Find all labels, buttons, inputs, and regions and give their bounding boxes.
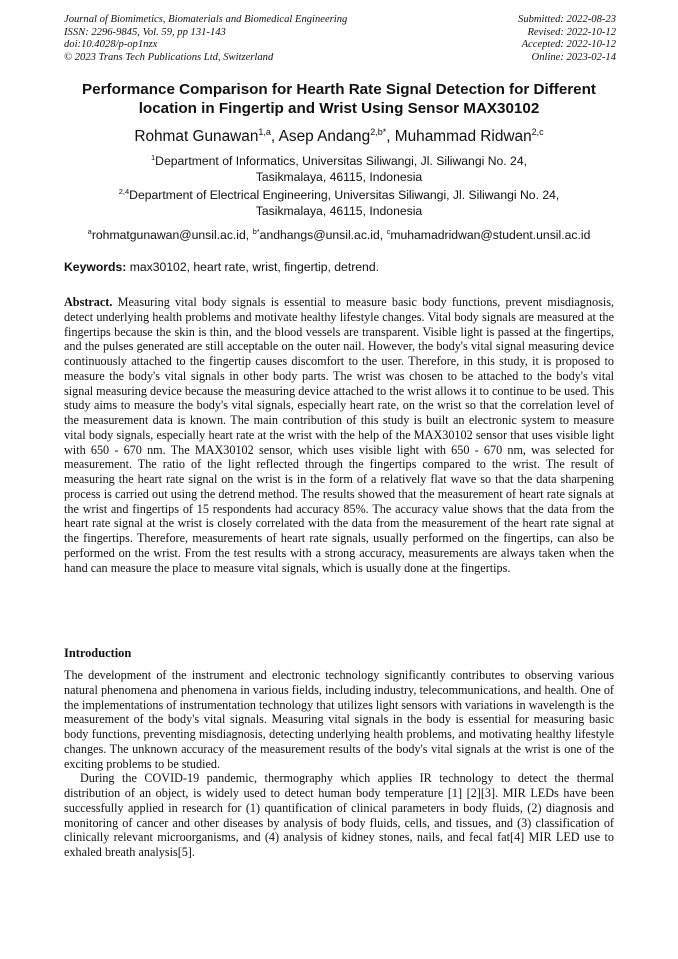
email-separator: ,	[245, 228, 253, 242]
introduction-paragraph-1: The development of the instrument and electronic technology significantly contributes to observing various natural phenomena and phenomena in various fields, including industry, telecommunications, and health. One of the implementations of instrumentation technology that utilizes light sensors with variations in wavelength is the measurement of the body's vital signals. Measuring vital signals in the body is essential for measuring basic body functions, preventing misdiagnosis, detecting underlying health problems, and motivating healthy lifestyle changes. The unknown accuracy of the measurement results of the body's vital signals at the wrist is one of the exciting problems to be studied.	[64, 668, 614, 771]
journal-name: Journal of Biomimetics, Biomaterials and Biomedical Engineering	[64, 14, 348, 25]
introduction-paragraph-2: During the COVID-19 pandemic, thermography which applies IR technology to detect the thermal distribution of an object, is widely used to detect human body temperature [1] [2][3]. MIR LEDs have been successfully applied in research for (1) quantification of clinical parameters in body fluids, (2) diagnosis and monitoring of cancer and other diseases by analysis of body fluids, cells, and tissues, and (3) classification of clinically relevant microorganisms, and (4) analysis of kidney stones, nails, and fecal fat[4] MIR LED use to exhaled breath analysis[5].	[64, 771, 614, 859]
keywords-label: Keywords:	[64, 260, 127, 274]
abstract	[64, 295, 614, 575]
email-separator: ,	[379, 228, 387, 242]
revised-date: Revised: 2022-10-12	[527, 26, 616, 38]
doi: doi:10.4028/p-op1nzx	[64, 39, 158, 51]
author-superscript: 1,a	[258, 127, 271, 137]
affiliation-1	[60, 150, 618, 185]
journal-header	[64, 14, 616, 64]
author-name: Rohmat Gunawan	[134, 128, 259, 145]
email-superscript: a	[87, 227, 92, 236]
affiliation-line: Tasikmalaya, 46115, Indonesia	[255, 170, 423, 184]
affiliation-superscript: 1	[150, 153, 156, 162]
author-name: Asep Andang	[278, 128, 371, 145]
affiliation-line: Tasikmalaya, 46115, Indonesia	[255, 204, 423, 218]
affiliation-2	[60, 184, 618, 219]
email-address[interactable]: andhangs@unsil.ac.id	[259, 228, 380, 242]
affiliation-line: Department of Informatics, Universitas Siliwangi, Jl. Siliwangi No. 24,	[155, 154, 528, 168]
author-list	[40, 123, 638, 146]
paper-title	[50, 80, 628, 118]
email-superscript: b*	[252, 227, 260, 236]
title-line-2: location in Fingertip and Wrist Using Sensor MAX30102	[138, 100, 540, 117]
abstract-label: Abstract.	[64, 295, 113, 309]
journal-issn: ISSN: 2296-9845, Vol. 59, pp 131-143	[64, 26, 226, 38]
affiliation-line: Department of Electrical Engineering, Universitas Siliwangi, Jl. Siliwangi No. 24,	[129, 188, 560, 202]
online-date: Online: 2023-02-14	[531, 51, 616, 63]
submitted-date: Submitted: 2022-08-23	[518, 14, 616, 25]
affiliation-superscript: 2,4	[118, 187, 130, 196]
keywords	[64, 260, 624, 275]
email-address[interactable]: muhamadridwan@student.unsil.ac.id	[390, 228, 591, 242]
email-superscript: c	[386, 227, 391, 236]
author-name: Muhammad Ridwan	[394, 128, 532, 145]
author-superscript: 2,b*	[370, 127, 387, 137]
accepted-date: Accepted: 2022-10-12	[521, 39, 616, 51]
copyright: © 2023 Trans Tech Publications Ltd, Switzerland	[64, 51, 274, 63]
author-superscript: 2,c	[531, 127, 544, 137]
introduction-body	[64, 668, 614, 860]
email-address[interactable]: rohmatgunawan@unsil.ac.id	[91, 228, 246, 242]
title-line-1: Performance Comparison for Hearth Rate Signal Detection for Different	[82, 81, 596, 98]
keywords-text: max30102, heart rate, wrist, fingertip, detrend.	[129, 260, 379, 274]
email-list	[40, 224, 638, 243]
abstract-text: Measuring vital body signals is essential to measure basic body functions, prevent misdiagnosis, detect underlying health problems and motivate healthy lifestyle changes. Vital body signals are measured at the fingertips because the skin is thin, and the blood vessels are transparent. Visible light is passed at the fingertips, and the pulses generated are still acceptable on the outer nail. However, the body's vital signal measuring device continuously attached to the fingertip causes discomfort to the user. Therefore, in this study, it is proposed to measure the body's vital signals in other body parts. The wrist was chosen to be attached to the body's vital signal measuring device because the measuring device attached to the wrist allows it to continue to be used. This study aims to measure the body's vital signals, especially heart rate, on the wrist so that the correlation level of the measurement data is known. The main contribution of this study is built an electronic system to measure vital body signals, especially heart rate at the wrist with the help of the MAX30102 sensor that uses visible light with 650 - 670 nm. The MAX30102 sensor, which uses visible light with 650 - 670 nm, was selected for measurement. The ratio of the light reflected through the fingertips compared to the wrist. The result of measuring the heart rate signal on the wrist is in the form of a relatively flat wave so that the data sharpening process is carried out using the detrend method. The results showed that the measurement of heart rate signals at the wrist and fingertips of 15 respondents had accuracy 85%. The accuracy value shows that the data from the heart rate signal at the wrist is closely correlated with the data from the measurement of the heart rate signal at the fingertips. Therefore, measurements of heart rate signals, usually performed on the fingertips, can also be performed on the wrist. From the test results with a strong accuracy, measurements are always taken when the hand can measure the place to measure vital signals, which is usually done at the fingertips.	[64, 295, 615, 575]
author-separator: ,	[270, 128, 279, 145]
author-separator: ,	[386, 128, 395, 145]
introduction-heading: Introduction	[64, 646, 132, 660]
